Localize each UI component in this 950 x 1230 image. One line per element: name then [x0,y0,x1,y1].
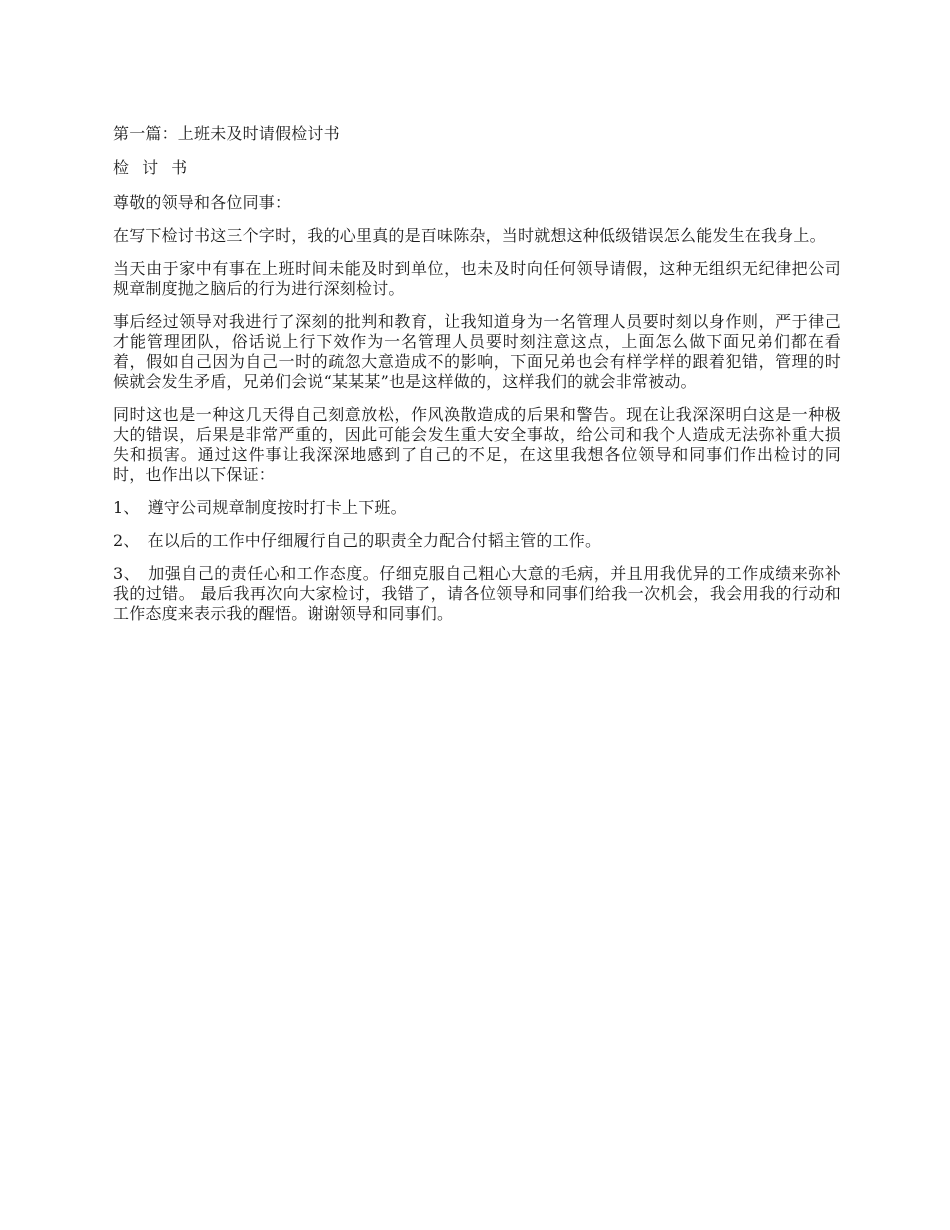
pledge-number: 1、 [113,498,140,517]
paragraph-2: 当天由于家中有事在上班时间未能及时到单位，也未及时向任何领导请假，这种无组织无纪律把公司规章制度抛之脑后的行为进行深刻检讨。 [113,259,841,298]
pledge-item-2 [113,531,841,551]
pledge-number: 2、 [113,531,140,550]
document-title: 第一篇：上班未及时请假检讨书 [113,124,340,143]
document-page [113,124,841,637]
paragraph-1: 在写下检讨书这三个字时，我的心里真的是百味陈杂，当时就想这种低级错误怎么能发生在我身上。 [113,226,826,245]
pledge-text: 加强自己的责任心和工作态度。仔细克服自己粗心大意的毛病，并且用我优异的工作成绩来弥补我的过错。 最后我再次向大家检讨，我错了，请各位领导和同事们给我一次机会，我会用我的行动和工作态度来表示我的醒悟。谢谢领导和同事们。 [113,564,841,623]
pledge-text: 遵守公司规章制度按时打卡上下班。 [147,498,407,517]
paragraph-3: 事后经过领导对我进行了深刻的批判和教育，让我知道身为一名管理人员要时刻以身作则，严于律己才能管理团队，俗话说上行下效作为一名管理人员要时刻注意这点，上面怎么做下面兄弟们都在看着，假如自己因为自己一时的疏忽大意造成不的影响，下面兄弟也会有样学样的跟着犯错，管理的时候就会发生矛盾，兄弟们会说“某某某”也是这样做的，这样我们的就会非常被动。 [113,312,841,391]
pledge-item-1 [113,498,841,518]
pledge-number: 3、 [113,564,141,583]
document-heading: 检 讨 书 [113,158,192,177]
pledge-item-3 [113,564,841,624]
pledge-text: 在以后的工作中仔细履行自己的职责全力配合付韬主管的工作。 [147,531,602,550]
salutation: 尊敬的领导和各位同事： [113,193,292,212]
paragraph-4: 同时这也是一种这几天得自己刻意放松，作风涣散造成的后果和警告。现在让我深深明白这是一种极大的错误，后果是非常严重的，因此可能会发生重大安全事故，给公司和我个人造成无法弥补重大损失和损害。通过这件事让我深深地感到了自己的不足，在这里我想各位领导和同事们作出检讨的同时，也作出以下保证： [113,405,841,484]
